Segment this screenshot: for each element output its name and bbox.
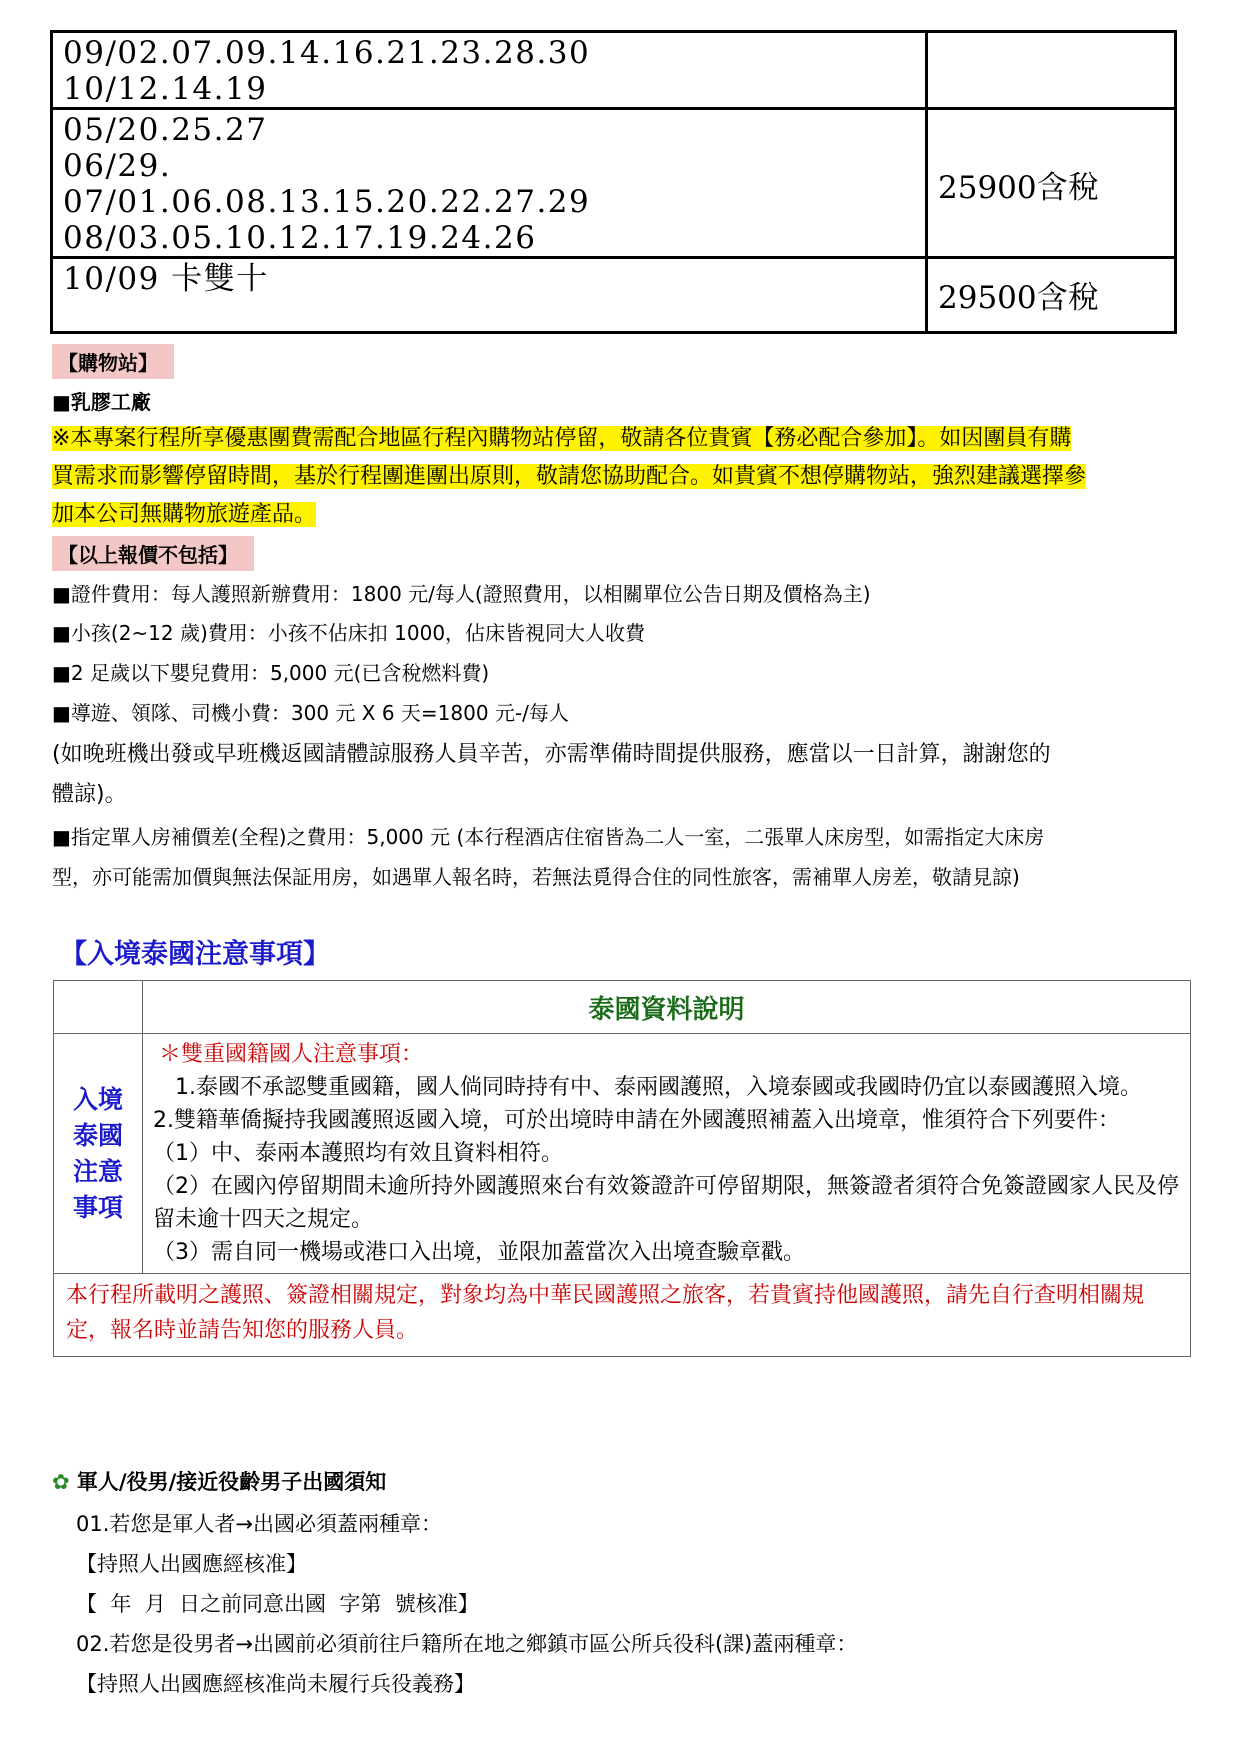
date-cell xyxy=(52,32,927,109)
price-table xyxy=(50,30,1177,334)
condition: （2）在國內停留期間未逾所持外國護照來台有效簽證許可停留期限，無簽證者須符合免簽證國家人民及停留未逾十四天之規定。 xyxy=(153,1174,1180,1232)
excluded-line: ■證件費用：每人護照新辦費用：1800 元/每人(證照費用，以相關單位公告日期及價格為主) xyxy=(52,582,871,606)
thailand-footer: 本行程所載明之護照、簽證相關規定，對象均為中華民國護照之旅客，若貴賓持他國護照，請先自行查明相關規定，報名時並請告知您的服務人員。 xyxy=(54,1274,1191,1357)
date-line: 06/29. xyxy=(63,148,172,184)
notice-line: 加本公司無購物旅遊產品。 xyxy=(52,502,317,527)
table-row xyxy=(52,258,1176,333)
notice-line: ※本專案行程所享優惠團費需配合地區行程內購物站停留，敬請各位貴賓【務必配合參加】。如因團員有購 xyxy=(52,426,1072,451)
side-label xyxy=(54,1034,143,1274)
paragraph: 2.雙籍華僑擬持我國護照返國入境，可於出境時申請在外國護照補蓋入出境章，惟須符合下列要件： xyxy=(153,1108,1120,1133)
price-cell: 25900含稅 xyxy=(927,109,1176,258)
date-line: 10/09 卡雙十 xyxy=(63,261,269,297)
date-line: 05/20.25.27 xyxy=(63,112,268,148)
notice-line: 買需求而影響停留時間，基於行程團進團出原則，敬請您協助配合。如貴賓不想停購物站，強烈建議選擇參 xyxy=(52,464,1087,489)
date-line: 08/03.05.10.12.17.19.24.26 xyxy=(63,220,537,256)
side-label-line: 注意 xyxy=(72,1156,123,1186)
side-label-line: 事項 xyxy=(72,1192,123,1222)
excluded-line: ■小孩(2~12 歲)費用：小孩不佔床扣 1000，佔床皆視同大人收費 xyxy=(52,621,646,645)
condition: （3）需自同一機場或港口入出境，並限加蓋當次入出境查驗章戳。 xyxy=(153,1240,805,1265)
excluded-line: 型，亦可能需加價與無法保証用房，如遇單人報名時，若無法覓得合住的同性旅客，需補單人房差，敬請見諒) xyxy=(52,865,1020,889)
excluded-line: 體諒)。 xyxy=(52,782,127,807)
thailand-title: 【入境泰國注意事項】 xyxy=(60,939,330,970)
table-header: 泰國資料說明 xyxy=(143,981,1191,1034)
date-line: 07/01.06.08.13.15.20.22.27.29 xyxy=(63,184,591,220)
military-line: 01.若您是軍人者→出國必須蓋兩種章： xyxy=(76,1512,442,1536)
shopping-item: ■乳膠工廠 xyxy=(52,390,151,414)
date-line: 09/02.07.09.14.16.21.23.28.30 xyxy=(63,35,591,71)
table-row xyxy=(52,32,1176,109)
military-line: 【持照人出國應經核准】 xyxy=(76,1552,307,1576)
table-row xyxy=(54,981,1191,1034)
shopping-notice xyxy=(52,420,1192,534)
excluded-tag: 【以上報價不包括】 xyxy=(52,536,254,571)
table-row xyxy=(54,1274,1191,1357)
excluded-line: ■導遊、領隊、司機小費：300 元 X 6 天=1800 元-/每人 xyxy=(52,701,569,725)
dual-nationality-heading: ＊雙重國籍國人注意事項： xyxy=(159,1042,424,1067)
side-label-line: 入境 xyxy=(72,1084,123,1114)
military-line: 【持照人出國應經核准尚未履行兵役義務】 xyxy=(76,1672,475,1696)
excluded-line: ■2 足歲以下嬰兒費用：5,000 元(已含稅燃料費) xyxy=(52,661,490,685)
excluded-line: ■指定單人房補價差(全程)之費用：5,000 元 (本行程酒店住宿皆為二人一室，二張單人床房型，如需指定大床房 xyxy=(52,825,1045,849)
thailand-table xyxy=(53,980,1191,1357)
date-cell xyxy=(52,109,927,258)
condition: （1）中、泰兩本護照均有效且資料相符。 xyxy=(153,1141,563,1166)
header-blank-cell xyxy=(54,981,143,1034)
price-cell xyxy=(927,32,1176,109)
date-cell xyxy=(52,258,927,333)
excluded-line: (如晚班機出發或早班機返國請體諒服務人員辛苦，亦需準備時間提供服務，應當以一日計算，謝謝您的 xyxy=(52,742,1051,767)
side-label-line: 泰國 xyxy=(72,1120,123,1150)
thailand-content xyxy=(143,1034,1191,1274)
table-row xyxy=(52,109,1176,258)
military-line: 【 年 月 日之前同意出國 字第 號核准】 xyxy=(76,1592,479,1616)
shopping-tag: 【購物站】 xyxy=(52,344,174,379)
paragraph: 1.泰國不承認雙重國籍，國人倘同時持有中、泰兩國護照，入境泰國或我國時仍宜以泰國護照入境。 xyxy=(175,1075,1142,1100)
military-title: 軍人/役男/接近役齡男子出國須知 xyxy=(76,1470,387,1494)
flower-icon: ✿ xyxy=(52,1470,70,1494)
date-line: 10/12.14.19 xyxy=(63,71,268,107)
military-line: 02.若您是役男者→出國前必須前往戶籍所在地之鄉鎮市區公所兵役科(課)蓋兩種章： xyxy=(76,1632,858,1656)
table-row xyxy=(54,1034,1191,1274)
price-cell: 29500含稅 xyxy=(927,258,1176,333)
military-heading xyxy=(52,1466,386,1496)
